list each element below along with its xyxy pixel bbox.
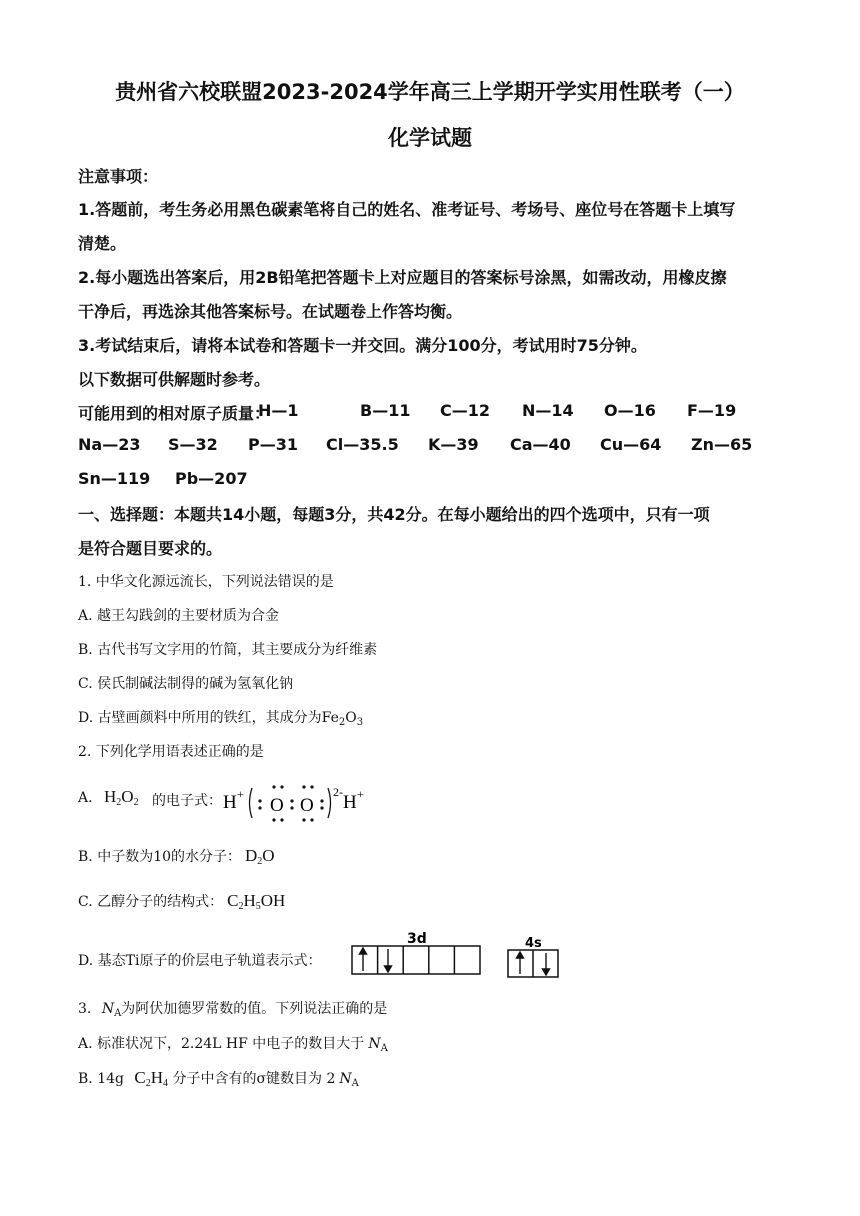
mass-entry: Cu—64 xyxy=(600,435,662,454)
q1-option-a: A. 越王勾践剑的主要材质为合金 xyxy=(78,608,280,624)
notice-item-3: 3.考试结束后，请将本试卷和答题卡一并交回。满分100分，考试用时75分钟。 xyxy=(78,336,647,355)
mass-entry: Ca—40 xyxy=(510,435,571,454)
notice-item-1-line-1: 1.答题前，考生务必用黑色碳素笔将自己的姓名、准考证号、考场号、座位号在答题卡上填写 xyxy=(78,200,736,219)
mass-entry: C—12 xyxy=(440,401,491,420)
notice-item-2-line-2: 干净后，再选涂其他答案标号。在试题卷上作答均衡。 xyxy=(78,302,463,321)
mass-entry: P—31 xyxy=(248,435,298,454)
q1-option-d: D. 古壁画颜料中所用的铁红，其成分为$Fe_2O_3$ xyxy=(78,710,364,728)
q2-option-b: B. 中子数为10的水分子： $D_2O$ xyxy=(78,846,275,867)
mass-entry: Cl—35.5 xyxy=(326,435,399,454)
exam-title: 贵州省六校联盟2023-2024学年高三上学期开学实用性联考（一） xyxy=(115,80,745,104)
label-4s: 4s xyxy=(525,936,542,951)
mass-entry: Zn—65 xyxy=(691,435,753,454)
lewis-h-right: H xyxy=(343,792,357,813)
lewis-oxygen-2: O xyxy=(300,795,314,816)
data-note: 以下数据可供解题时参考。 xyxy=(78,370,271,389)
h2o2-lewis-structure xyxy=(222,780,382,826)
q1-option-c: C. 侯氏制碱法制得的碱为氢氧化钠 xyxy=(78,676,294,692)
orbital-3d-boxes xyxy=(352,946,480,974)
q2-option-d: D. 基态Ti原子的价层电子轨道表示式： 3d 4s xyxy=(78,930,578,980)
mass-entry: N—14 xyxy=(522,401,574,420)
svg-text:+: + xyxy=(357,787,364,801)
section-1-line-1: 一、选择题：本题共14小题，每题3分，共42分。在每小题给出的四个选项中，只有一项 xyxy=(78,505,710,524)
q2-stem: 2. 下列化学用语表述正确的是 xyxy=(78,744,264,760)
exam-subtitle: 化学试题 xyxy=(388,126,472,150)
q3-option-b: B. 14g $C_2H_4$ 分子中含有的σ键数目为 2 $N_A$ xyxy=(78,1068,359,1089)
mass-entry: O—16 xyxy=(604,401,656,420)
notice-heading: 注意事项： xyxy=(78,167,159,186)
ti-orbital-diagram xyxy=(350,930,562,980)
mass-entry: H—1 xyxy=(258,401,299,420)
electron-arrows-3d xyxy=(360,948,392,972)
orbital-4s-box xyxy=(508,950,558,977)
q2-option-a: A. $H_2O_2$ 的电子式： H + O O 2- H + xyxy=(78,780,478,826)
mass-entry: F—19 xyxy=(687,401,737,420)
q3-stem: 3. $N_A$为阿伏加德罗常数的值。下列说法正确的是 xyxy=(78,1001,388,1019)
q2-option-c: C. 乙醇分子的结构式： $C_2H_5OH$ xyxy=(78,891,286,912)
mass-entry: Pb—207 xyxy=(175,469,248,488)
label-3d: 3d xyxy=(407,931,427,947)
q1-stem: 1. 中华文化源远流长，下列说法错误的是 xyxy=(78,574,334,590)
h2o2-formula: $H_2O_2$ xyxy=(104,787,139,808)
mass-entry: K—39 xyxy=(428,435,479,454)
lewis-h-plus: + xyxy=(237,787,244,801)
notice-item-2-line-1: 2.每小题选出答案后，用2B铅笔把答题卡上对应题目的答案标号涂黑，如需改动，用橡皮擦 xyxy=(78,268,727,287)
section-1-line-2: 是符合题目要求的。 xyxy=(78,539,223,558)
lewis-bracket-left xyxy=(250,788,253,818)
mass-entry: S—32 xyxy=(168,435,218,454)
q1-option-b: B. 古代书写文字用的竹简，其主要成分为纤维素 xyxy=(78,642,378,658)
atomic-masses-row-1 xyxy=(78,401,737,424)
lewis-charge: 2- xyxy=(333,785,343,799)
atomic-masses-label: 可能用到的相对原子质量： xyxy=(78,404,271,423)
lewis-h-left: H xyxy=(223,792,237,813)
lewis-bracket-right xyxy=(328,788,331,818)
notice-item-1-line-2: 清楚。 xyxy=(78,234,127,253)
mass-entry: B—11 xyxy=(360,401,411,420)
mass-entry: Na—23 xyxy=(78,435,141,454)
q3-option-a: A. 标准状况下，2.24L HF 中电子的数目大于 $N_A$ xyxy=(78,1036,388,1054)
mass-entry: Sn—119 xyxy=(78,469,151,488)
lewis-oxygen-1: O xyxy=(270,795,284,816)
